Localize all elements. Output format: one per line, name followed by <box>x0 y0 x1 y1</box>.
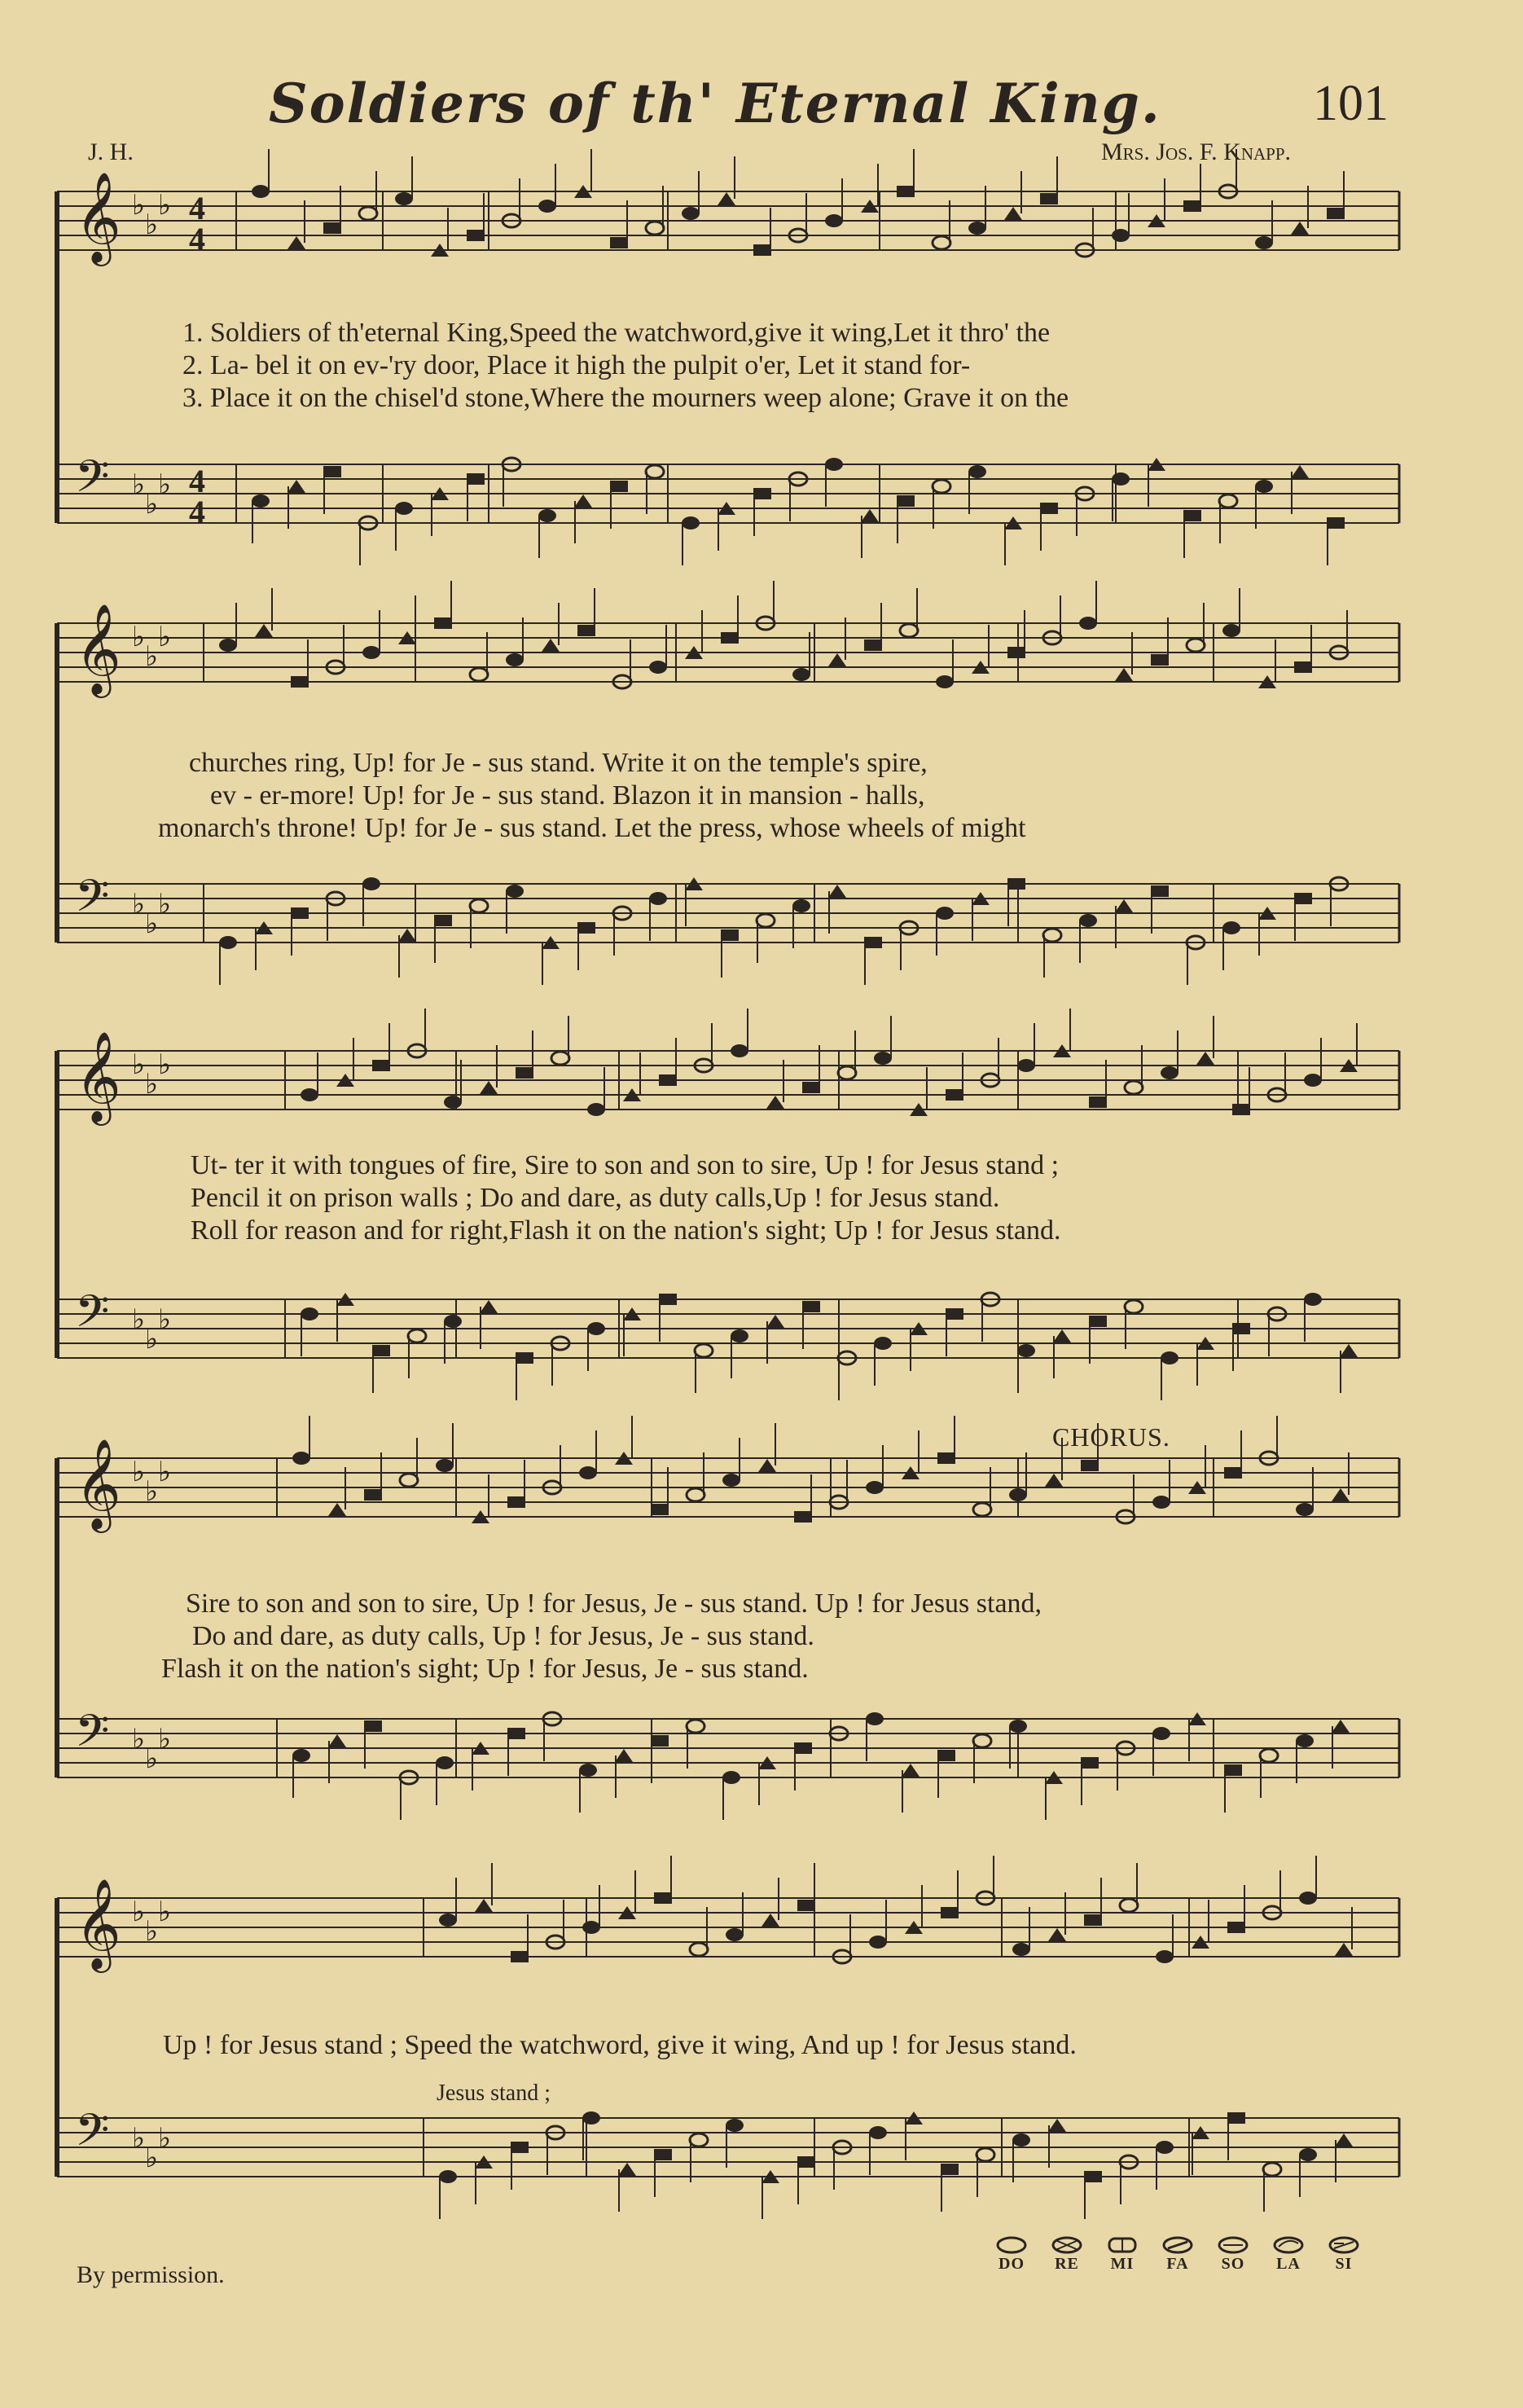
note-head-icon-treble-s2-10 <box>542 639 560 652</box>
note-head-icon-treble-s2-19 <box>864 639 882 651</box>
note-head-icon-treble-s4-12 <box>687 1488 704 1501</box>
note-head-icon-treble-s4-19 <box>937 1452 955 1464</box>
note-head-icon-treble-s1-19 <box>897 186 915 197</box>
note-head-icon-bass-s5-26 <box>1335 2133 1353 2147</box>
note-head-icon-treble-s1-27 <box>1183 200 1201 212</box>
bass-clef-icon-s1: 𝄢 <box>75 450 110 513</box>
note-head-icon-bass-s3-27 <box>1232 1323 1250 1334</box>
note-head-icon-bass-s3-15 <box>802 1301 820 1312</box>
note-head-icon-bass-s5-5 <box>582 2111 600 2125</box>
lyric-s1-v1: 1. Soldiers of th'eternal King,Speed the watchword,give it wing,Let it thro' the <box>182 318 1051 348</box>
note-head-icon-treble-s5-2 <box>475 1899 493 1912</box>
note-head-icon-bass-s2-16 <box>757 914 775 927</box>
note-head-icon-bass-s1-1 <box>252 494 270 508</box>
note-head-icon-bass-s2-23 <box>1007 878 1025 890</box>
note-head-icon-treble-s1-15 <box>753 244 771 256</box>
note-head-icon-treble-s3-8 <box>551 1052 569 1065</box>
note-head-icon-bass-s5-8 <box>690 2133 708 2147</box>
note-head-icon-treble-s2-3 <box>291 676 309 688</box>
note-head-icon-treble-s1-1 <box>252 185 270 198</box>
note-head-icon-bass-s2-1 <box>219 936 237 949</box>
note-head-icon-bass-s5-21 <box>1156 2141 1174 2154</box>
note-head-icon-treble-s4-20 <box>973 1503 991 1516</box>
note-head-icon-treble-s4-29 <box>1296 1503 1314 1516</box>
flat-icon-bass-s3-3: ♭ <box>158 1303 172 1336</box>
note-head-icon-bass-s3-5 <box>444 1315 462 1328</box>
solfa-so-label: SO <box>1221 2255 1245 2273</box>
note-head-icon-bass-s1-27 <box>1183 510 1201 521</box>
note-head-icon-bass-s1-17 <box>825 458 843 471</box>
note-head-icon-bass-s4-7 <box>507 1728 525 1739</box>
note-head-icon-bass-s5-17 <box>1012 2133 1030 2147</box>
note-head-icon-bass-s5-9 <box>726 2119 744 2132</box>
note-head-icon-treble-s2-18 <box>828 653 846 666</box>
note-head-icon-treble-s1-12 <box>646 222 664 235</box>
note-head-icon-treble-s5-21 <box>1156 1950 1174 1963</box>
note-head-icon-treble-s3-9 <box>587 1103 605 1116</box>
note-head-icon-treble-s3-5 <box>444 1096 462 1109</box>
note-head-icon-treble-s2-13 <box>649 661 667 674</box>
note-head-icon-bass-s3-13 <box>731 1329 748 1342</box>
permission-note: By permission. <box>77 2261 225 2288</box>
note-head-icon-treble-s4-23 <box>1081 1460 1099 1471</box>
note-head-icon-bass-s5-13 <box>869 2126 887 2139</box>
note-head-icon-treble-s5-23 <box>1227 1922 1245 1933</box>
note-head-icon-bass-s1-23 <box>1040 503 1058 514</box>
note-head-icon-treble-s4-7 <box>507 1496 525 1508</box>
note-head-icon-treble-s2-11 <box>577 625 595 636</box>
note-head-icon-treble-s2-7 <box>434 617 452 629</box>
note-head-icon-bass-s5-18 <box>1048 2119 1066 2132</box>
note-head-icon-bass-s5-25 <box>1299 2148 1317 2161</box>
note-head-icon-treble-s3-24 <box>1125 1081 1143 1094</box>
note-head-icon-bass-s1-9 <box>538 509 556 522</box>
hymn-title: Soldiers of th' Eternal King. <box>269 72 1161 135</box>
note-head-icon-bass-s4-19 <box>937 1750 955 1761</box>
note-head-icon-bass-s1-31 <box>1327 517 1345 529</box>
solfa-mi <box>1098 2235 1147 2274</box>
flat-icon-bass-s1-3: ♭ <box>158 468 172 501</box>
note-head-icon-bass-s4-25 <box>1152 1727 1170 1740</box>
flat-icon-treble-s1-1: ♭ <box>132 189 146 222</box>
note-head-icon-treble-s1-9 <box>538 200 556 213</box>
solfa-do <box>987 2235 1036 2274</box>
flat-icon-treble-s3-3: ♭ <box>158 1048 172 1081</box>
flat-icon-bass-s1-2: ♭ <box>145 488 159 521</box>
note-head-icon-treble-s1-5 <box>395 192 413 205</box>
note-head-icon-bass-s1-10 <box>574 494 592 508</box>
time-sig-top-2: 4 <box>189 463 205 499</box>
note-head-icon-treble-s5-19 <box>1084 1914 1102 1926</box>
note-head-icon-treble-s1-31 <box>1327 208 1345 219</box>
treble-clef-icon-s4: 𝄞 <box>75 1438 121 1529</box>
note-head-icon-treble-s1-17 <box>825 214 843 227</box>
lyric-s4-v1: Sire to son and son to sire, Up ! for Jesus, Je - sus stand. Up ! for Jesus stand, <box>186 1588 1042 1619</box>
note-head-icon-treble-s5-7 <box>654 1892 672 1904</box>
note-head-icon-bass-s2-9 <box>506 885 524 898</box>
note-head-icon-bass-s2-13 <box>649 892 667 905</box>
solfa-la-label: LA <box>1276 2255 1301 2273</box>
note-head-icon-bass-s3-3 <box>372 1345 390 1356</box>
flat-icon-bass-s1-1: ♭ <box>132 468 146 501</box>
note-head-icon-treble-s5-20 <box>1120 1899 1138 1912</box>
note-head-icon-bass-s2-11 <box>577 922 595 934</box>
treble-clef-icon-s2: 𝄞 <box>75 603 121 694</box>
note-head-icon-bass-s4-15 <box>794 1742 812 1754</box>
note-head-icon-treble-s5-3 <box>511 1951 529 1962</box>
bass-clef-icon-s2: 𝄢 <box>75 870 110 933</box>
solfa-do-label: DO <box>999 2255 1025 2273</box>
flat-icon-bass-s4-3: ♭ <box>158 1723 172 1755</box>
flat-icon-bass-s5-2: ♭ <box>145 2142 159 2174</box>
note-head-icon-bass-s2-15 <box>721 929 739 941</box>
note-head-icon-bass-s3-9 <box>587 1322 605 1335</box>
solfa-la <box>1264 2235 1313 2274</box>
note-head-icon-bass-s5-11 <box>797 2156 815 2168</box>
note-head-icon-treble-s2-21 <box>936 675 954 688</box>
note-head-icon-bass-s1-29 <box>1255 480 1273 493</box>
note-head-icon-treble-s4-22 <box>1045 1474 1063 1487</box>
note-head-icon-bass-s4-2 <box>328 1734 346 1747</box>
note-head-icon-treble-s2-15 <box>721 632 739 644</box>
note-head-icon-bass-s2-19 <box>864 937 882 948</box>
note-head-icon-treble-s5-11 <box>797 1900 815 1911</box>
note-head-icon-treble-s3-29 <box>1304 1074 1322 1087</box>
solfa-mi-label: MI <box>1110 2255 1135 2273</box>
note-head-icon-treble-s1-4 <box>359 207 377 220</box>
note-head-icon-treble-s4-2 <box>328 1503 346 1516</box>
note-head-icon-treble-s3-16 <box>838 1066 856 1079</box>
time-sig-top-1: 4 <box>189 190 205 226</box>
note-head-icon-bass-s3-12 <box>695 1344 713 1357</box>
note-head-icon-bass-s3-24 <box>1125 1300 1143 1313</box>
bass-small-label: Jesus stand ; <box>437 2081 551 2106</box>
note-head-icon-treble-s3-17 <box>874 1052 892 1065</box>
note-head-icon-bass-s1-5 <box>395 502 413 515</box>
note-head-icon-treble-s4-25 <box>1152 1496 1170 1509</box>
flat-icon-treble-s1-2: ♭ <box>145 209 159 241</box>
note-head-icon-bass-s3-17 <box>874 1337 892 1350</box>
solfa-so <box>1209 2235 1257 2274</box>
solfa-si <box>1319 2235 1368 2274</box>
note-head-icon-treble-s4-13 <box>722 1474 740 1487</box>
note-head-icon-treble-s4-11 <box>651 1504 669 1515</box>
note-head-icon-bass-s4-20 <box>973 1734 991 1747</box>
note-head-icon-bass-s3-7 <box>516 1352 533 1364</box>
note-head-icon-bass-s1-21 <box>968 465 986 478</box>
note-head-icon-treble-s2-17 <box>792 668 810 681</box>
note-head-icon-treble-s3-11 <box>659 1074 677 1086</box>
flat-icon-treble-s2-3: ♭ <box>158 621 172 653</box>
note-head-icon-bass-s1-3 <box>323 466 341 477</box>
note-head-icon-bass-s2-21 <box>936 907 954 920</box>
note-head-icon-bass-s2-6 <box>398 929 416 942</box>
note-head-icon-treble-s2-27 <box>1151 654 1169 666</box>
note-head-icon-bass-s3-23 <box>1089 1316 1107 1327</box>
note-head-icon-treble-s5-5 <box>582 1921 600 1934</box>
note-head-icon-bass-s5-16 <box>977 2148 994 2161</box>
treble-clef-icon-s5: 𝄞 <box>75 1878 121 1969</box>
note-head-icon-treble-s2-1 <box>219 639 237 652</box>
note-head-icon-bass-s3-4 <box>408 1329 426 1342</box>
note-head-icon-treble-s3-26 <box>1196 1052 1214 1065</box>
note-head-icon-bass-s3-25 <box>1161 1351 1178 1364</box>
note-head-icon-treble-s2-26 <box>1115 668 1133 681</box>
note-head-icon-bass-s2-29 <box>1222 921 1240 934</box>
note-head-icon-bass-s3-1 <box>301 1307 318 1320</box>
lyric-s3-v2: Pencil it on prison walls ; Do and dare, as duty calls,Up ! for Jesus stand. <box>191 1183 1000 1213</box>
note-head-icon-treble-s3-23 <box>1089 1096 1107 1108</box>
note-head-icon-treble-s1-25 <box>1112 229 1130 242</box>
flat-icon-bass-s2-2: ♭ <box>145 907 159 940</box>
lyric-s3-v1: Ut- ter it with tongues of fire, Sire to son and son to sire, Up ! for Jesus stand ; <box>191 1150 1060 1180</box>
flat-icon-bass-s3-2: ♭ <box>145 1323 159 1356</box>
lyric-s2-v1: churches ring, Up! for Je - sus stand. Write it on the temple's spire, <box>189 748 928 778</box>
note-head-icon-bass-s2-24 <box>1043 929 1061 942</box>
note-head-icon-bass-s1-20 <box>933 480 950 493</box>
note-head-icon-bass-s2-26 <box>1115 899 1133 912</box>
solfa-fa-label: FA <box>1166 2255 1189 2273</box>
note-head-icon-treble-s2-8 <box>470 668 488 681</box>
note-head-icon-bass-s2-17 <box>792 899 810 912</box>
note-head-icon-treble-s1-2 <box>287 236 305 249</box>
lyric-s1-v3: 3. Place it on the chisel'd stone,Where the mourners weep alone; Grave it on the <box>182 383 1069 413</box>
bass-clef-icon-s5: 𝄢 <box>75 2104 110 2167</box>
solfa-re-label: RE <box>1055 2255 1079 2273</box>
note-head-icon-treble-s3-25 <box>1161 1066 1178 1079</box>
lyric-s1-v2: 2. La- bel it on ev-'ry door, Place it high the pulpit o'er, Let it stand for- <box>182 350 971 380</box>
note-head-icon-treble-s5-13 <box>869 1936 887 1949</box>
note-head-icon-treble-s4-5 <box>436 1459 454 1472</box>
note-head-icon-treble-s2-20 <box>900 624 918 637</box>
note-head-icon-bass-s4-10 <box>615 1749 633 1762</box>
flat-icon-treble-s4-2: ♭ <box>145 1475 159 1508</box>
note-head-icon-bass-s4-13 <box>722 1771 740 1784</box>
note-head-icon-bass-s4-5 <box>436 1756 454 1769</box>
lyric-s4-v2: Do and dare, as duty calls, Up ! for Jesus, Je - sus stand. <box>192 1621 814 1651</box>
note-head-icon-bass-s5-1 <box>439 2170 457 2183</box>
chorus-label: CHORUS. <box>1052 1422 1170 1452</box>
note-head-icon-treble-s5-1 <box>439 1914 457 1927</box>
note-head-icon-bass-s4-30 <box>1332 1720 1350 1733</box>
words-attribution: J. H. <box>88 138 134 165</box>
note-head-icon-bass-s4-11 <box>651 1735 669 1747</box>
note-head-icon-bass-s3-6 <box>480 1300 498 1313</box>
note-head-icon-bass-s4-12 <box>687 1720 704 1733</box>
note-head-icon-bass-s4-1 <box>292 1749 310 1762</box>
note-head-icon-bass-s1-25 <box>1112 472 1130 486</box>
note-head-icon-treble-s2-9 <box>506 653 524 666</box>
note-head-icon-bass-s3-14 <box>766 1315 784 1328</box>
note-head-icon-treble-s2-28 <box>1187 639 1205 652</box>
note-head-icon-treble-s4-3 <box>364 1489 382 1501</box>
note-head-icon-bass-s1-15 <box>753 488 771 499</box>
note-head-icon-treble-s2-31 <box>1294 661 1312 673</box>
note-head-icon-bass-s2-27 <box>1151 885 1169 897</box>
note-head-icon-bass-s3-29 <box>1304 1293 1322 1306</box>
music-attribution: Mrs. Jos. F. Knapp. <box>1101 138 1292 165</box>
note-head-icon-treble-s3-27 <box>1232 1104 1250 1115</box>
note-head-icon-bass-s1-11 <box>610 481 628 492</box>
note-head-icon-bass-s2-31 <box>1294 893 1312 904</box>
note-head-icon-treble-s3-3 <box>372 1060 390 1071</box>
lyric-s2-v2: ev - er-more! Up! for Je - sus stand. Blazon it in mansion - halls, <box>210 780 925 811</box>
flat-icon-treble-s3-1: ♭ <box>132 1048 146 1081</box>
note-head-icon-treble-s3-14 <box>766 1096 784 1109</box>
flat-icon-treble-s2-2: ♭ <box>145 640 159 673</box>
note-head-icon-bass-s3-11 <box>659 1294 677 1305</box>
note-head-icon-bass-s2-5 <box>362 877 380 890</box>
note-head-icon-bass-s2-18 <box>828 885 846 898</box>
note-head-icon-bass-s2-25 <box>1079 914 1097 927</box>
note-head-icon-treble-s4-15 <box>794 1511 812 1523</box>
note-head-icon-bass-s4-18 <box>902 1764 920 1777</box>
flat-icon-bass-s5-3: ♭ <box>158 2122 172 2155</box>
note-head-icon-bass-s1-13 <box>682 516 700 529</box>
note-head-icon-treble-s4-17 <box>866 1481 884 1494</box>
note-head-icon-treble-s2-29 <box>1222 624 1240 637</box>
note-head-icon-treble-s5-26 <box>1335 1943 1353 1956</box>
lyric-s2-v3: monarch's throne! Up! for Je - sus stand. Let the press, whose wheels of might <box>158 813 1026 843</box>
note-head-icon-bass-s3-19 <box>946 1308 963 1320</box>
lyric-s5-v1: Up ! for Jesus stand ; Speed the watchword, give it wing, And up ! for Jesus stand. <box>163 2030 1077 2060</box>
note-head-icon-treble-s4-4 <box>400 1474 418 1487</box>
flat-icon-treble-s2-1: ♭ <box>132 621 146 653</box>
note-head-icon-bass-s1-12 <box>646 465 664 478</box>
note-head-icon-treble-s5-25 <box>1299 1892 1317 1905</box>
note-head-icon-treble-s5-18 <box>1048 1928 1066 1941</box>
note-head-icon-treble-s1-3 <box>323 222 341 234</box>
note-head-icon-treble-s4-14 <box>758 1459 776 1472</box>
note-head-icon-bass-s5-3 <box>511 2142 529 2153</box>
flat-icon-treble-s5-2: ♭ <box>145 1915 159 1948</box>
note-head-icon-bass-s3-30 <box>1340 1344 1358 1357</box>
note-head-icon-treble-s3-7 <box>516 1067 533 1079</box>
note-head-icon-treble-s3-15 <box>802 1082 820 1093</box>
note-head-icon-bass-s4-17 <box>866 1712 884 1725</box>
note-head-icon-treble-s3-6 <box>480 1081 498 1094</box>
note-head-icon-treble-s2-23 <box>1007 647 1025 658</box>
note-head-icon-bass-s3-21 <box>1017 1344 1035 1357</box>
note-head-icon-bass-s3-22 <box>1053 1329 1071 1342</box>
note-head-icon-treble-s1-20 <box>933 236 950 249</box>
note-head-icon-bass-s5-24 <box>1263 2163 1281 2176</box>
bass-clef-icon-s4: 𝄢 <box>75 1705 110 1768</box>
note-head-icon-bass-s5-7 <box>654 2149 672 2160</box>
solfa-fa <box>1153 2235 1202 2274</box>
note-head-icon-treble-s2-25 <box>1079 617 1097 630</box>
note-head-icon-treble-s4-30 <box>1332 1488 1350 1501</box>
note-head-icon-treble-s1-13 <box>682 207 700 220</box>
note-head-icon-treble-s1-21 <box>968 222 986 235</box>
note-head-icon-treble-s4-1 <box>292 1452 310 1465</box>
note-head-icon-treble-s4-21 <box>1009 1488 1027 1501</box>
page-number: 101 <box>1313 76 1389 131</box>
time-sig-bottom-1: 4 <box>189 221 205 257</box>
note-head-icon-bass-s4-28 <box>1260 1749 1278 1762</box>
bass-clef-icon-s3: 𝄢 <box>75 1285 110 1348</box>
note-head-icon-treble-s1-30 <box>1291 222 1309 235</box>
note-head-icon-bass-s2-7 <box>434 915 452 926</box>
note-head-icon-treble-s3-21 <box>1017 1059 1035 1072</box>
note-head-icon-treble-s5-17 <box>1012 1943 1030 1956</box>
note-head-icon-bass-s4-9 <box>579 1764 597 1777</box>
flat-icon-treble-s4-1: ♭ <box>132 1456 146 1488</box>
note-head-icon-treble-s5-8 <box>690 1943 708 1956</box>
note-head-icon-treble-s1-23 <box>1040 193 1058 204</box>
flat-icon-bass-s2-1: ♭ <box>132 888 146 921</box>
note-head-icon-bass-s4-3 <box>364 1720 382 1732</box>
note-head-icon-bass-s5-19 <box>1084 2171 1102 2182</box>
flat-icon-treble-s5-1: ♭ <box>132 1896 146 1928</box>
note-head-icon-bass-s1-18 <box>861 509 879 522</box>
note-head-icon-treble-s1-14 <box>718 192 735 205</box>
note-head-icon-treble-s3-19 <box>946 1089 963 1101</box>
solfa-si-label: SI <box>1335 2255 1353 2273</box>
flat-icon-treble-s5-3: ♭ <box>158 1896 172 1928</box>
note-head-icon-treble-s1-11 <box>610 237 628 248</box>
flat-icon-bass-s5-1: ♭ <box>132 2122 146 2155</box>
note-head-icon-bass-s4-27 <box>1224 1764 1242 1776</box>
note-head-icon-bass-s5-23 <box>1227 2112 1245 2124</box>
lyric-s4-v3: Flash it on the nation's sight; Up ! for Jesus, Je - sus stand. <box>161 1654 809 1684</box>
note-head-icon-bass-s1-2 <box>287 480 305 493</box>
time-sig-bottom-2: 4 <box>189 494 205 530</box>
note-head-icon-bass-s1-7 <box>467 473 485 485</box>
flat-icon-bass-s4-1: ♭ <box>132 1723 146 1755</box>
note-head-icon-treble-s5-9 <box>726 1928 744 1941</box>
note-head-icon-bass-s5-15 <box>941 2164 959 2175</box>
flat-icon-bass-s2-3: ♭ <box>158 888 172 921</box>
note-head-icon-treble-s3-13 <box>731 1044 748 1057</box>
note-head-icon-treble-s1-22 <box>1004 207 1022 220</box>
note-head-icon-bass-s4-23 <box>1081 1757 1099 1769</box>
treble-clef-icon-s3: 𝄞 <box>75 1030 121 1122</box>
note-head-icon-treble-s1-7 <box>467 230 485 241</box>
solfa-key <box>987 2235 1378 2284</box>
flat-icon-treble-s3-2: ♭ <box>145 1068 159 1101</box>
note-head-icon-treble-s5-15 <box>941 1907 959 1918</box>
note-head-icon-bass-s4-21 <box>1009 1720 1027 1733</box>
note-head-icon-treble-s4-27 <box>1224 1467 1242 1479</box>
note-head-icon-bass-s1-19 <box>897 495 915 507</box>
flat-icon-treble-s1-3: ♭ <box>158 189 172 222</box>
treble-clef-icon-s1: 𝄞 <box>75 171 121 262</box>
flat-icon-bass-s3-1: ♭ <box>132 1303 146 1336</box>
note-head-icon-treble-s2-2 <box>255 624 273 637</box>
solfa-re <box>1042 2235 1091 2274</box>
lyric-s3-v3: Roll for reason and for right,Flash it on the nation's sight; Up ! for Jesus stand. <box>191 1215 1061 1246</box>
note-head-icon-treble-s4-9 <box>579 1466 597 1479</box>
note-head-icon-bass-s2-3 <box>291 907 309 919</box>
flat-icon-treble-s4-3: ♭ <box>158 1456 172 1488</box>
note-head-icon-bass-s5-6 <box>618 2163 636 2176</box>
note-head-icon-bass-s2-8 <box>470 899 488 912</box>
note-head-icon-treble-s3-1 <box>301 1088 318 1101</box>
note-head-icon-treble-s5-10 <box>762 1914 779 1927</box>
note-head-icon-treble-s1-29 <box>1255 236 1273 249</box>
note-head-icon-bass-s1-30 <box>1291 465 1309 478</box>
note-head-icon-bass-s1-28 <box>1219 494 1237 508</box>
flat-icon-bass-s4-2: ♭ <box>145 1742 159 1775</box>
note-head-icon-bass-s4-29 <box>1296 1734 1314 1747</box>
note-head-icon-treble-s2-5 <box>362 646 380 659</box>
